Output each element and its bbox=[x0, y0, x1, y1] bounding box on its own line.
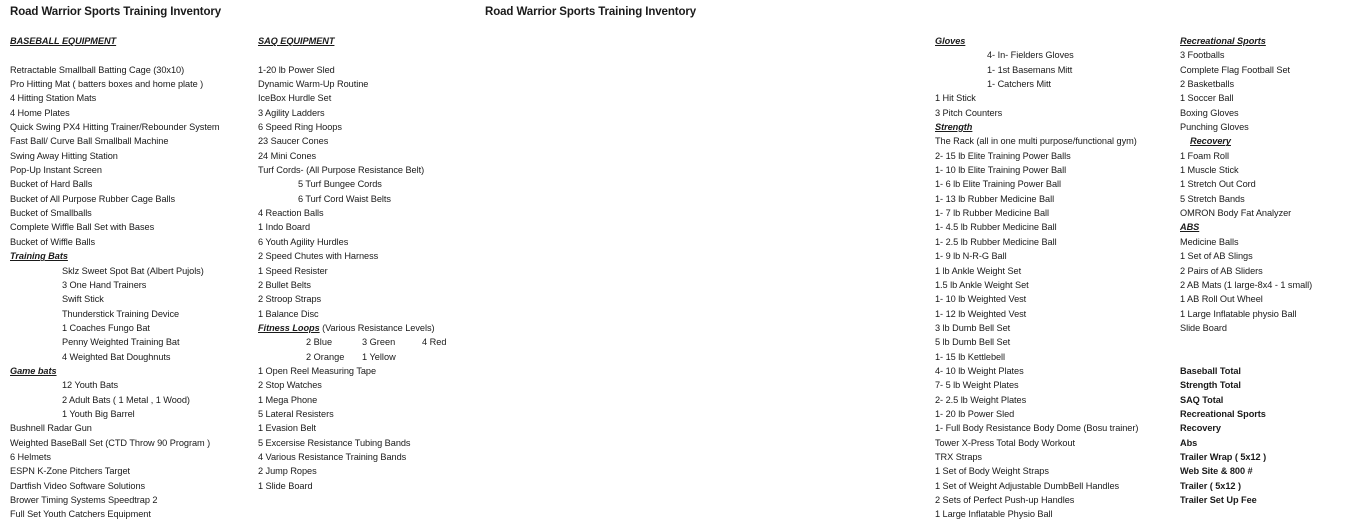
total-line: Recovery bbox=[1180, 423, 1221, 434]
list-item: 1- 10 lb Elite Training Power Ball bbox=[935, 165, 1067, 176]
list-item: Thunderstick Training Device bbox=[62, 308, 180, 319]
list-item: 1 Foam Roll bbox=[1180, 150, 1229, 161]
list-item: 1- 20 lb Power Sled bbox=[935, 408, 1015, 419]
list-item: 1 Set of Body Weight Straps bbox=[935, 466, 1049, 477]
list-item: 4- 10 lb Weight Plates bbox=[935, 365, 1024, 376]
list-item: Punching Gloves bbox=[1180, 122, 1249, 133]
fitness-loops-suffix: (Various Resistance Levels) bbox=[319, 322, 435, 333]
loop-color-count: 3 Green bbox=[362, 337, 396, 348]
list-item: 1 Open Reel Measuring Tape bbox=[258, 365, 377, 376]
column-baseball-equipment bbox=[10, 34, 250, 522]
total-line: Trailer ( 5x12 ) bbox=[1180, 480, 1241, 491]
list-baseball-equipment bbox=[10, 63, 250, 249]
list-item: Fast Ball/ Curve Ball Smallball Machine bbox=[10, 136, 169, 147]
list-item: 3 Agility Ladders bbox=[258, 107, 325, 118]
list-item: 1 Indo Board bbox=[258, 222, 311, 233]
page-title-left: Road Warrior Sports Training Inventory bbox=[10, 6, 222, 18]
list-recreational-sports bbox=[1180, 48, 1345, 134]
list-item: 2- 15 lb Elite Training Power Balls bbox=[935, 150, 1071, 161]
list-item: 1.5 lb Ankle Weight Set bbox=[935, 279, 1029, 290]
list-item: 2 Stop Watches bbox=[258, 380, 322, 391]
list-saq-equipment bbox=[258, 63, 453, 178]
list-item: 1- 1st Basemans Mitt bbox=[987, 64, 1073, 75]
list-item: Bucket of Wiffle Balls bbox=[10, 236, 96, 247]
list-item: 6 Speed Ring Hoops bbox=[258, 122, 342, 133]
list-item: 1 Slide Board bbox=[258, 480, 313, 491]
list-item: Complete Flag Football Set bbox=[1180, 64, 1291, 75]
list-item: The Rack (all in one multi purpose/functional gym) bbox=[935, 136, 1137, 147]
list-item: 1- 4.5 lb Rubber Medicine Ball bbox=[935, 222, 1057, 233]
list-item: 1 Large Inflatable physio Ball bbox=[1180, 308, 1297, 319]
list-item: 1- 13 lb Rubber Medicine Ball bbox=[935, 193, 1055, 204]
list-item: 1- 6 lb Elite Training Power Ball bbox=[935, 179, 1062, 190]
list-item: 2 Stroop Straps bbox=[258, 294, 322, 305]
list-item: Slide Board bbox=[1180, 322, 1227, 333]
column-saq-equipment bbox=[258, 34, 453, 493]
list-item: 1 lb Ankle Weight Set bbox=[935, 265, 1022, 276]
total-line: Abs bbox=[1180, 437, 1198, 448]
list-item: 1- 12 lb Weighted Vest bbox=[935, 308, 1027, 319]
list-item: Boxing Gloves bbox=[1180, 107, 1239, 118]
list-item: Brower Timing Systems Speedtrap 2 bbox=[10, 495, 158, 505]
list-item: 1 Hit Stick bbox=[935, 93, 976, 104]
list-item: 7- 5 lb Weight Plates bbox=[935, 380, 1019, 391]
list-item: 4- In- Fielders Gloves bbox=[987, 50, 1074, 61]
list-item: Dynamic Warm-Up Routine bbox=[258, 79, 369, 90]
list-item: Turf Cords- (All Purpose Resistance Belt) bbox=[258, 165, 425, 176]
list-saq-equipment-tail bbox=[258, 364, 453, 493]
total-line: Trailer Wrap ( 5x12 ) bbox=[1180, 451, 1267, 462]
list-item: 6 Youth Agility Hurdles bbox=[258, 236, 349, 247]
total-line: SAQ Total bbox=[1180, 394, 1224, 405]
list-item: Sklz Sweet Spot Bat (Albert Pujols) bbox=[62, 265, 204, 276]
list-item: Penny Weighted Training Bat bbox=[62, 337, 180, 348]
list-item: 1 Balance Disc bbox=[258, 308, 319, 319]
list-item: 2 Basketballs bbox=[1180, 79, 1234, 90]
list-item: Bucket of Hard Balls bbox=[10, 179, 93, 190]
list-item: 1 Soccer Ball bbox=[1180, 93, 1234, 104]
column-gloves-strength bbox=[935, 34, 1165, 522]
spacer bbox=[258, 48, 453, 62]
page-title-right: Road Warrior Sports Training Inventory bbox=[485, 6, 697, 18]
column-recreational-recovery-abs-totals bbox=[1180, 34, 1345, 507]
section-heading-recreational-sports: Recreational Sports bbox=[1180, 36, 1266, 46]
list-item: Bucket of All Purpose Rubber Cage Balls bbox=[10, 193, 176, 204]
section-heading-baseball-equipment: BASEBALL EQUIPMENT bbox=[10, 36, 117, 46]
list-item: Pro Hitting Mat ( batters boxes and home plate ) bbox=[10, 79, 204, 90]
spacer bbox=[1180, 350, 1345, 364]
list-item: 3 Pitch Counters bbox=[935, 107, 1003, 118]
list-item: 24 Mini Cones bbox=[258, 150, 317, 161]
list-item: 6 Helmets bbox=[10, 451, 51, 462]
list-item: 1 Mega Phone bbox=[258, 394, 318, 405]
total-line: Baseball Total bbox=[1180, 365, 1241, 376]
loop-color-count: 1 Yellow bbox=[362, 351, 396, 362]
list-item: 1 Large Inflatable Physio Ball bbox=[935, 509, 1053, 520]
fitness-loops-row bbox=[258, 335, 453, 349]
list-item: 6 Turf Cord Waist Belts bbox=[298, 193, 391, 204]
list-item: 2 Jump Ropes bbox=[258, 466, 317, 477]
spacer bbox=[1180, 335, 1345, 349]
list-item: Bushnell Radar Gun bbox=[10, 423, 92, 434]
subsection-heading-gloves: Gloves bbox=[935, 36, 966, 46]
list-item: 1- 9 lb N-R-G Ball bbox=[935, 251, 1007, 262]
list-item: Quick Swing PX4 Hitting Trainer/Rebounder System bbox=[10, 122, 220, 133]
list-item: 2- 2.5 lb Weight Plates bbox=[935, 394, 1027, 405]
list-item: Weighted BaseBall Set (CTD Throw 90 Program ) bbox=[10, 437, 211, 448]
list-baseball-equipment-continued bbox=[10, 421, 250, 521]
fitness-loops-row bbox=[258, 350, 453, 364]
section-heading-recovery: Recovery bbox=[1190, 136, 1231, 147]
list-item: 2 Adult Bats ( 1 Metal , 1 Wood) bbox=[62, 394, 190, 405]
list-item: 2 Pairs of AB Sliders bbox=[1180, 265, 1263, 276]
list-item: 1 Youth Big Barrel bbox=[62, 408, 135, 419]
list-item: 1- Catchers Mitt bbox=[987, 79, 1052, 90]
list-item: Medicine Balls bbox=[1180, 236, 1239, 247]
list-item: Tower X-Press Total Body Workout bbox=[935, 437, 1076, 448]
list-item: 4 Hitting Station Mats bbox=[10, 93, 97, 104]
list-item: Complete Wiffle Ball Set with Bases bbox=[10, 222, 155, 233]
list-item: Swift Stick bbox=[62, 294, 104, 305]
subsection-heading-fitness-loops bbox=[258, 321, 453, 335]
list-item: 1- 15 lb Kettlebell bbox=[935, 351, 1006, 362]
total-line: Strength Total bbox=[1180, 380, 1241, 391]
list-item: IceBox Hurdle Set bbox=[258, 93, 332, 104]
total-line: Recreational Sports bbox=[1180, 408, 1266, 419]
list-training-bats bbox=[10, 264, 250, 364]
list-item: 1 Set of AB Slings bbox=[1180, 251, 1253, 262]
list-item: 1 AB Roll Out Wheel bbox=[1180, 294, 1263, 305]
list-item: 1 Speed Resister bbox=[258, 265, 328, 276]
list-item: 5 Stretch Bands bbox=[1180, 193, 1245, 204]
list-item: 5 Lateral Resisters bbox=[258, 408, 334, 419]
list-turf-cord-sub-items bbox=[258, 177, 453, 206]
list-item: Dartfish Video Software Solutions bbox=[10, 480, 146, 491]
list-saq-equipment-continued bbox=[258, 206, 453, 321]
list-item: Swing Away Hitting Station bbox=[10, 150, 118, 161]
list-item: 3 Footballs bbox=[1180, 50, 1225, 61]
list-item: 1 Coaches Fungo Bat bbox=[62, 322, 150, 333]
loop-color-count: 2 Orange bbox=[306, 351, 345, 362]
list-item: 2 Speed Chutes with Harness bbox=[258, 251, 379, 262]
inventory-page-left bbox=[0, 0, 450, 521]
list-item: 1-20 lb Power Sled bbox=[258, 64, 335, 75]
loop-color-count: 4 Red bbox=[422, 337, 447, 348]
list-item: 1- 10 lb Weighted Vest bbox=[935, 294, 1027, 305]
list-item: 5 lb Dumb Bell Set bbox=[935, 337, 1011, 348]
list-game-bats bbox=[10, 378, 250, 421]
list-item: 4 Weighted Bat Doughnuts bbox=[62, 351, 171, 362]
list-item: 4 Various Resistance Training Bands bbox=[258, 451, 407, 462]
list-item: 4 Reaction Balls bbox=[258, 208, 324, 219]
list-item: Retractable Smallball Batting Cage (30x10) bbox=[10, 64, 185, 75]
inventory-page-right bbox=[450, 0, 1313, 521]
loop-color-count: 2 Blue bbox=[306, 337, 333, 348]
list-item: 1- Full Body Resistance Body Dome (Bosu trainer) bbox=[935, 423, 1139, 434]
total-line: Web Site & 800 # bbox=[1180, 466, 1253, 477]
list-recovery bbox=[1180, 149, 1345, 221]
subsection-heading-game-bats: Game bats bbox=[10, 365, 57, 376]
list-totals bbox=[1180, 364, 1345, 507]
list-item: Full Set Youth Catchers Equipment bbox=[10, 509, 151, 520]
list-item: 1 Evasion Belt bbox=[258, 423, 317, 434]
subsection-heading-training-bats: Training Bats bbox=[10, 251, 68, 262]
list-item: 4 Home Plates bbox=[10, 107, 70, 118]
list-item: 1 Stretch Out Cord bbox=[1180, 179, 1256, 190]
list-item: 5 Turf Bungee Cords bbox=[298, 179, 382, 190]
list-gloves bbox=[935, 48, 1165, 91]
list-strength bbox=[935, 134, 1165, 521]
list-abs bbox=[1180, 235, 1345, 335]
spacer bbox=[10, 48, 250, 62]
list-item: Bucket of Smallballs bbox=[10, 208, 92, 219]
section-heading-abs: ABS bbox=[1180, 222, 1200, 233]
list-item: 1- 2.5 lb Rubber Medicine Ball bbox=[935, 236, 1057, 247]
list-item: 23 Saucer Cones bbox=[258, 136, 329, 147]
list-item: Pop-Up Instant Screen bbox=[10, 165, 102, 176]
list-item: 12 Youth Bats bbox=[62, 380, 119, 391]
list-item: OMRON Body Fat Analyzer bbox=[1180, 208, 1292, 219]
list-item: 5 Excersise Resistance Tubing Bands bbox=[258, 437, 411, 448]
section-heading-saq-equipment: SAQ EQUIPMENT bbox=[258, 36, 335, 46]
list-item: 2 AB Mats (1 large-8x4 - 1 small) bbox=[1180, 279, 1313, 290]
list-item: TRX Straps bbox=[935, 451, 982, 462]
list-item: 3 lb Dumb Bell Set bbox=[935, 322, 1011, 333]
total-line: Trailer Set Up Fee bbox=[1180, 495, 1257, 505]
list-item: 1- 7 lb Rubber Medicine Ball bbox=[935, 208, 1050, 219]
list-item: 3 One Hand Trainers bbox=[62, 279, 147, 290]
list-item: 1 Muscle Stick bbox=[1180, 165, 1239, 176]
list-item: 2 Sets of Perfect Push-up Handles bbox=[935, 495, 1075, 505]
list-item: ESPN K-Zone Pitchers Target bbox=[10, 466, 131, 477]
fitness-loops-label: Fitness Loops bbox=[258, 322, 320, 333]
list-item: 1 Set of Weight Adjustable DumbBell Handles bbox=[935, 480, 1120, 491]
list-item: 2 Bullet Belts bbox=[258, 279, 311, 290]
section-heading-strength: Strength bbox=[935, 122, 973, 133]
list-misc-baseball bbox=[935, 91, 1165, 120]
